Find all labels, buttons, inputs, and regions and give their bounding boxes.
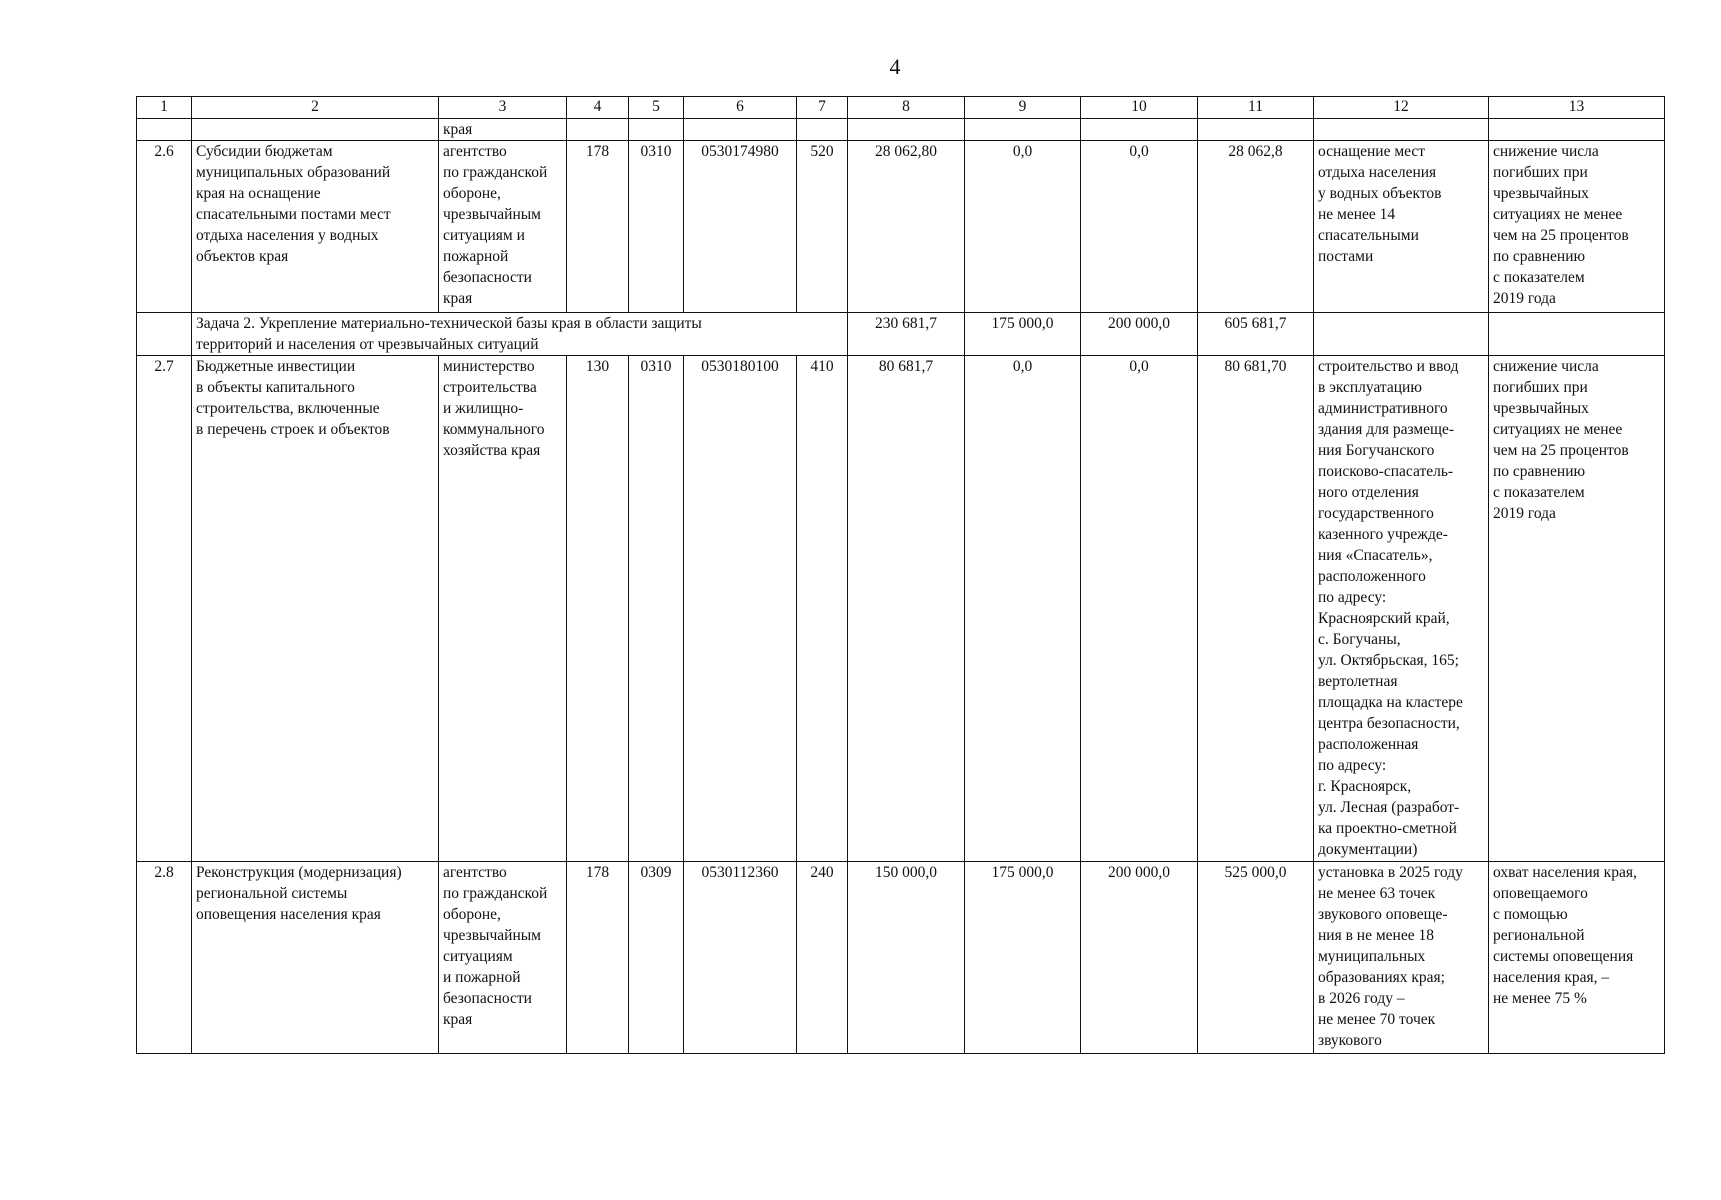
code-grbs: 178: [567, 141, 629, 313]
column-number: 4: [567, 97, 629, 119]
column-number: 11: [1198, 97, 1314, 119]
column-number: 2: [192, 97, 439, 119]
table-cell: [1489, 313, 1665, 356]
agency-cell: агентство по гражданской обороне, чрезвычайным ситуациям и пожарной безопасности края: [439, 862, 567, 1054]
code-target: 0530174980: [684, 141, 797, 313]
activity-name: Субсидии бюджетам муниципальных образований края на оснащение спасательными постами мест отдыха населения у водных объектов края: [192, 141, 439, 313]
table-cell: [1314, 313, 1489, 356]
table-cell: [684, 119, 797, 141]
column-number-row: [137, 97, 1665, 119]
table-cell: [1489, 119, 1665, 141]
amount-col9: 0,0: [965, 141, 1081, 313]
column-number: 6: [684, 97, 797, 119]
table-cell: [192, 119, 439, 141]
table-cell: [567, 119, 629, 141]
row-number: 2.6: [137, 141, 192, 313]
table-cell: [797, 119, 848, 141]
code-grbs: 130: [567, 356, 629, 862]
code-target: 0530180100: [684, 356, 797, 862]
amount-col9: 175 000,0: [965, 313, 1081, 356]
amount-col10: 200 000,0: [1081, 862, 1198, 1054]
code-expense-type: 410: [797, 356, 848, 862]
table-cell: [848, 119, 965, 141]
amount-col8: 150 000,0: [848, 862, 965, 1054]
amount-col8: 28 062,80: [848, 141, 965, 313]
activity-name: Реконструкция (модернизация) региональной системы оповещения населения края: [192, 862, 439, 1054]
code-expense-type: 520: [797, 141, 848, 313]
continuation-row: [137, 119, 1665, 141]
program-activities-table: [136, 96, 1665, 1054]
table-row-2-8: [137, 862, 1665, 1054]
table-cell: [137, 119, 192, 141]
table-cell: [965, 119, 1081, 141]
indicator-impact: снижение числа погибших при чрезвычайных ситуациях не менее чем на 25 процентов по сравнению с показателем 2019 года: [1489, 356, 1665, 862]
code-grbs: 178: [567, 862, 629, 1054]
table-row-2-7: [137, 356, 1665, 862]
column-number: 5: [629, 97, 684, 119]
table-cell: [1081, 119, 1198, 141]
code-expense-type: 240: [797, 862, 848, 1054]
code-target: 0530112360: [684, 862, 797, 1054]
column-number: 1: [137, 97, 192, 119]
amount-col9: 175 000,0: [965, 862, 1081, 1054]
table-cell: [1198, 119, 1314, 141]
column-number: 13: [1489, 97, 1665, 119]
amount-total: 28 062,8: [1198, 141, 1314, 313]
table-cell: [137, 313, 192, 356]
code-section: 0310: [629, 356, 684, 862]
agency-cell: агентство по гражданской обороне, чрезвычайным ситуациям и пожарной безопасности края: [439, 141, 567, 313]
code-section: 0310: [629, 141, 684, 313]
table-row-2-6: [137, 141, 1665, 313]
amount-total: 525 000,0: [1198, 862, 1314, 1054]
row-number: 2.8: [137, 862, 192, 1054]
column-number: 9: [965, 97, 1081, 119]
amount-col9: 0,0: [965, 356, 1081, 862]
task-2-title: Задача 2. Укрепление материально-технической базы края в области защиты территорий и населения от чрезвычайных ситуаций: [192, 313, 848, 356]
column-number: 3: [439, 97, 567, 119]
amount-total: 605 681,7: [1198, 313, 1314, 356]
agency-cell: края: [439, 119, 567, 141]
amount-col8: 80 681,7: [848, 356, 965, 862]
column-number: 7: [797, 97, 848, 119]
amount-total: 80 681,70: [1198, 356, 1314, 862]
column-number: 12: [1314, 97, 1489, 119]
indicator-impact: снижение числа погибших при чрезвычайных ситуациях не менее чем на 25 процентов по сравнению с показателем 2019 года: [1489, 141, 1665, 313]
column-number: 8: [848, 97, 965, 119]
column-number: 10: [1081, 97, 1198, 119]
activity-name: Бюджетные инвестиции в объекты капитального строительства, включенные в перечень строек и объектов: [192, 356, 439, 862]
expected-result: оснащение мест отдыха населения у водных объектов не менее 14 спасательными постами: [1314, 141, 1489, 313]
amount-col10: 0,0: [1081, 356, 1198, 862]
indicator-impact: охват населения края, оповещаемого с помощью региональной системы оповещения населения края, – не менее 75 %: [1489, 862, 1665, 1054]
code-section: 0309: [629, 862, 684, 1054]
amount-col8: 230 681,7: [848, 313, 965, 356]
amount-col10: 200 000,0: [1081, 313, 1198, 356]
expected-result: строительство и ввод в эксплуатацию административного здания для размеще- ния Богучанского поисково-спасатель- ного отделения государственного казенного учрежде- ния «Спасатель», расположенного по адресу: Красноярский край, с. Богучаны, ул. Октябрьская, 165; вертолетная площадка на кластере центра безопасности, расположенная по адресу: г. Красноярск, ул. Лесная (разработ- ка проектно-сметной документации): [1314, 356, 1489, 862]
table-cell: [1314, 119, 1489, 141]
table-cell: [629, 119, 684, 141]
page-number: 4: [889, 54, 901, 79]
task-2-row: [137, 313, 1665, 356]
agency-cell: министерство строительства и жилищно- коммунального хозяйства края: [439, 356, 567, 862]
expected-result: установка в 2025 году не менее 63 точек звукового оповеще- ния в не менее 18 муниципальных образованиях края; в 2026 году – не менее 70 точек звукового: [1314, 862, 1489, 1054]
row-number: 2.7: [137, 356, 192, 862]
amount-col10: 0,0: [1081, 141, 1198, 313]
